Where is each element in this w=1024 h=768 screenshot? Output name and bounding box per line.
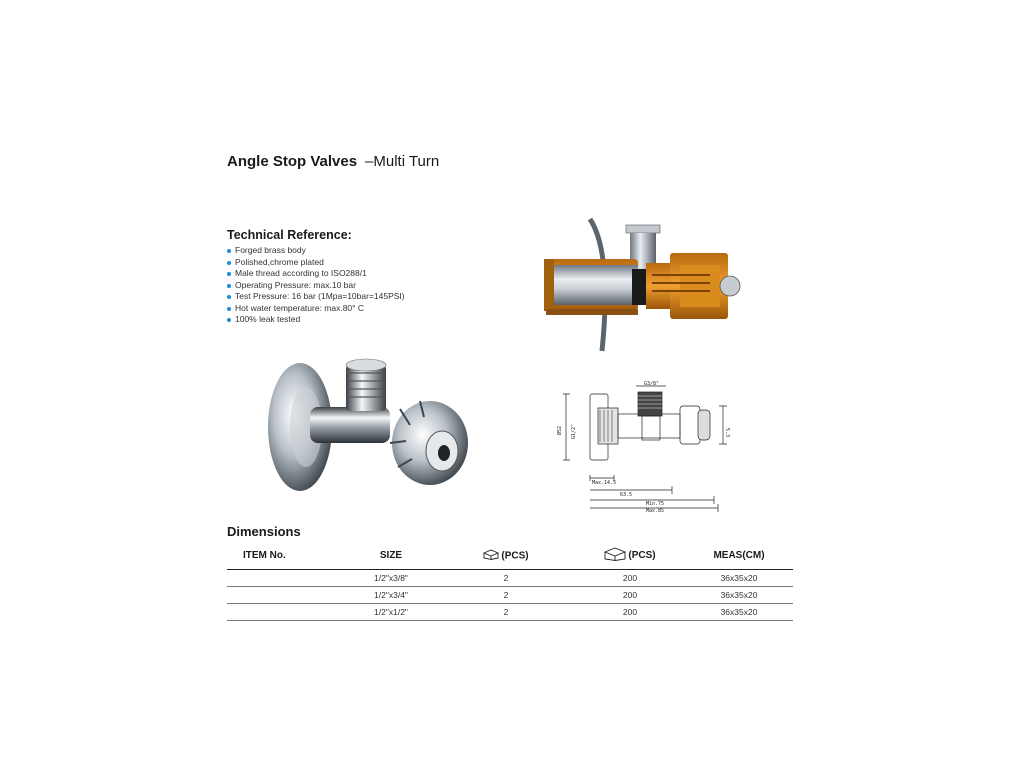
dim-d-label: Max.85 [646, 508, 665, 514]
dim-diameter-label: Ø52 [557, 425, 563, 435]
technical-reference [227, 228, 405, 326]
carton-box-icon [604, 547, 626, 564]
dimensions-heading: Dimensions [227, 524, 301, 539]
technical-item: Male thread according to ISO288/1 [227, 268, 405, 280]
col-size: SIZE [345, 545, 437, 570]
bullet-icon [227, 295, 231, 299]
technical-item: Operating Pressure: max.10 bar [227, 280, 405, 292]
col-item: ITEM No. [227, 545, 345, 570]
dimensions-table [227, 545, 793, 621]
technical-item: 100% leak tested [227, 314, 405, 326]
bullet-icon [227, 249, 231, 253]
dim-right-label: 5.3 [724, 428, 730, 438]
technical-item: Hot water temperature: max.80° C [227, 303, 405, 315]
technical-item: Polished,chrome plated [227, 257, 405, 269]
bullet-icon [227, 272, 231, 276]
valve-dimension-drawing [558, 378, 733, 515]
dim-c-label: Min.75 [646, 501, 665, 507]
technical-item: Test Pressure: 16 bar (1Mpa=10bar=145PSI) [227, 291, 405, 303]
col-inner: (PCS) [437, 545, 575, 570]
technical-item: Forged brass body [227, 245, 405, 257]
table-row: 1/2"x1/2" 2 200 36x35x20 [227, 604, 793, 621]
valve-product-photo [260, 347, 470, 497]
product-subtitle: –Multi Turn [365, 153, 440, 170]
dim-thread-label: G1/2" [571, 423, 577, 439]
table-row: 1/2"x3/4" 2 200 36x35x20 [227, 587, 793, 604]
dim-b-label: 63.5 [620, 492, 633, 498]
table-header-row [227, 545, 793, 570]
col-meas: MEAS(CM) [685, 545, 793, 570]
inner-box-icon [483, 549, 499, 563]
technical-heading: Technical Reference: [227, 228, 352, 242]
bullet-icon [227, 284, 231, 288]
valve-cutaway-illustration [540, 213, 753, 353]
dim-a-label: Max.14.5 [592, 480, 617, 486]
page-title [227, 153, 439, 170]
bullet-icon [227, 261, 231, 265]
bullet-icon [227, 318, 231, 322]
dim-top-label: G3/8" [644, 381, 660, 387]
col-outer: (PCS) [575, 545, 685, 570]
product-title: Angle Stop Valves [227, 153, 358, 170]
bullet-icon [227, 307, 231, 311]
technical-list [227, 245, 405, 326]
table-row: 1/2"x3/8" 2 200 36x35x20 [227, 570, 793, 587]
